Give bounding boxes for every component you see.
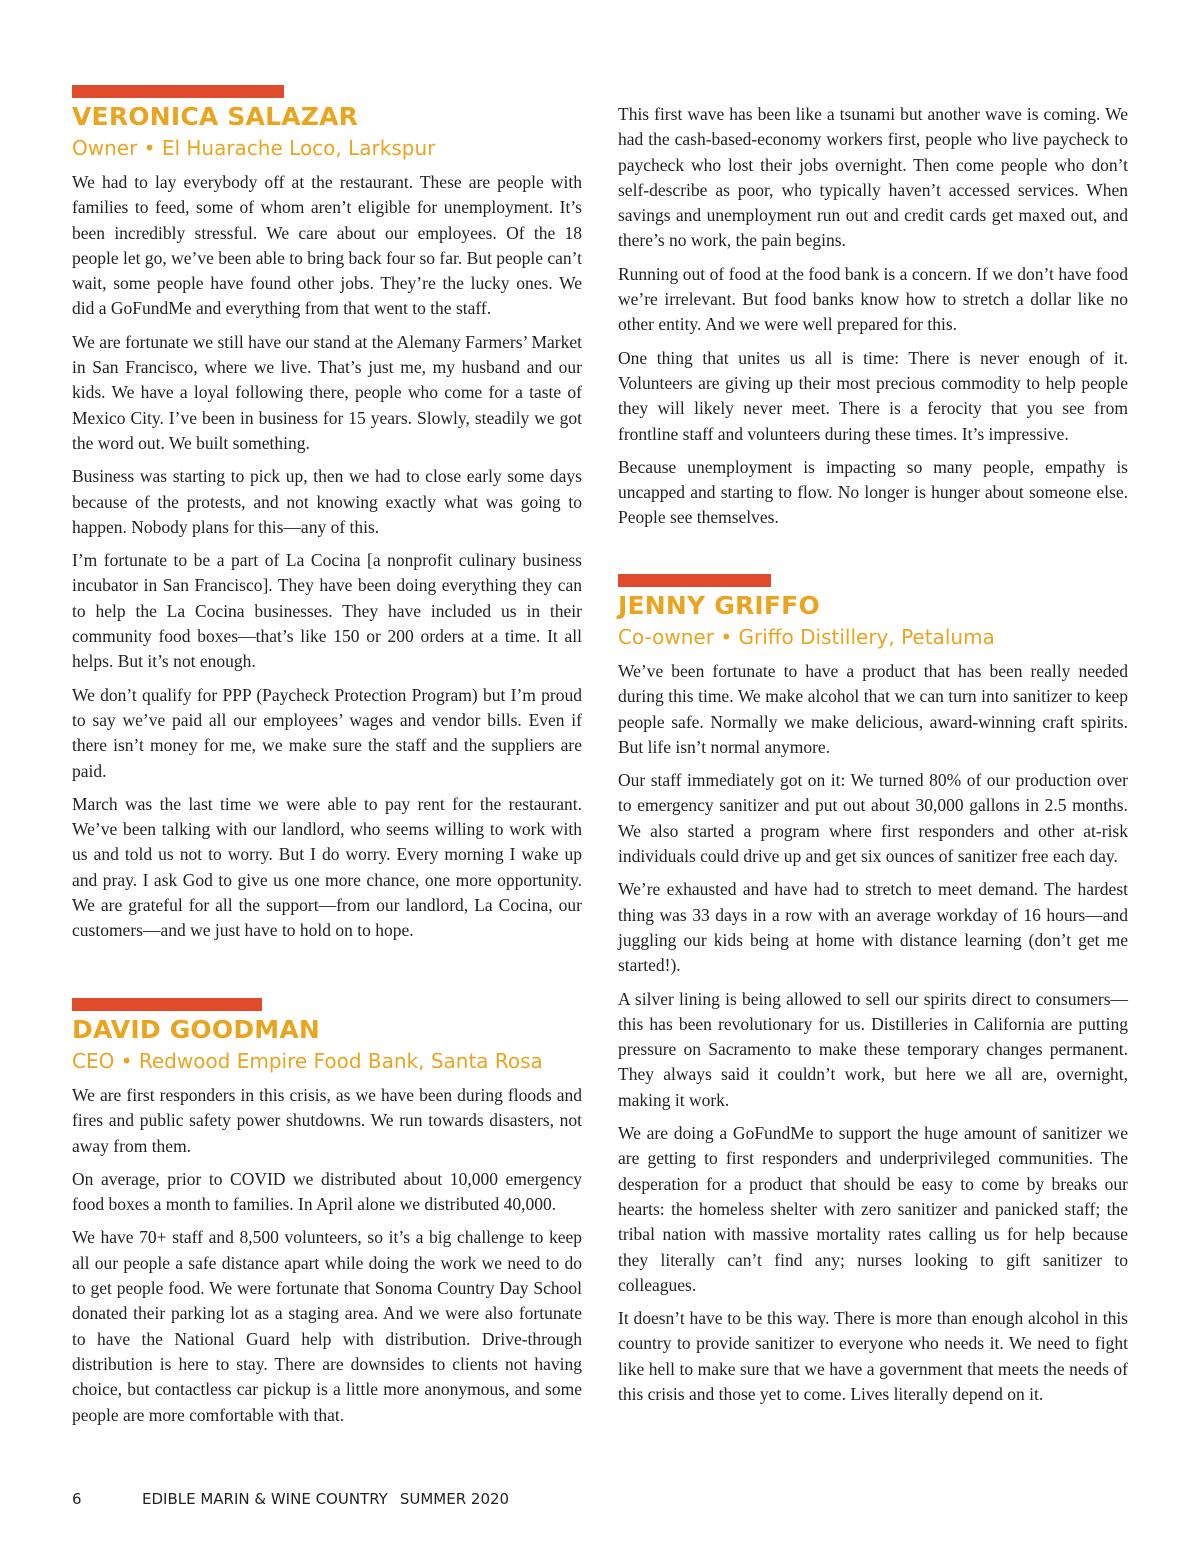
body-paragraph: We are fortunate we still have our stand at the Alemany Farmers’ Market in San Francisco, where we live. That’s just me, my husband and our kids. We have a loyal following there, people who come for a taste of Mexico City. I’ve been in business for 15 years. Slowly, steadily we got the word out. We built something. — [72, 331, 582, 453]
profile-role: Owner • El Huarache Loco, Larkspur — [72, 136, 436, 160]
body-paragraph: A silver lining is being allowed to sell our spirits direct to consumers—this has been revolutionary for us. Distilleries in California are putting pressure on Sacramento to make these temporary changes permanent. They always said it couldn’t work, but here we all are, overnight, making it work. — [618, 988, 1128, 1110]
body-paragraph: We are first responders in this crisis, as we have been during floods and fires and public safety power shutdowns. We run towards disasters, not away from them. — [72, 1085, 582, 1156]
page-footer — [72, 1490, 509, 1508]
body-paragraph: We have 70+ staff and 8,500 volunteers, so it’s a big challenge to keep all our people a safe distance apart while doing the work we need to do to get people food. We were fortunate that Sonoma Country Day School donated their parking lot as a staging area. And we were also fortunate to have the National Guard help with distribution. Drive-through distribution is here to stay. There are downsides to clients not having choice, but contactless car pickup is a little more anonymous, and some people are more comfortable with that. — [72, 1227, 582, 1425]
publication-name: EDIBLE MARIN & WINE COUNTRY — [142, 1490, 388, 1508]
issue-date: SUMMER 2020 — [399, 1490, 510, 1508]
body-paragraph: We had to lay everybody off at the restaurant. These are people with families to feed, some of whom aren’t eligible for unemployment. It’s been incredibly stressful. We care about our employees. Of the 18 people let go, we’ve been able to bring back four so far. But people can’t wait, some people have found other jobs. They’re the lucky ones. We did a GoFundMe and everything from that went to the staff. — [72, 172, 582, 319]
section-jenny-griffo — [618, 574, 1128, 1415]
accent-bar — [618, 574, 771, 587]
body-paragraph: Our staff immediately got on it: We turned 80% of our production over to emergency sanitizer and put out about 30,000 gallons in 2.5 months. We also started a program where first responders and other at-risk individuals could drive up and get six ounces of sanitizer free each day. — [618, 770, 1128, 867]
section-veronica-salazar — [72, 85, 582, 952]
accent-bar — [72, 85, 284, 98]
body-paragraph: We don’t qualify for PPP (Paycheck Protection Program) but I’m proud to say we’ve paid all our employees’ wages and vendor bills. Even if there isn’t money for me, we make sure the staff and the suppliers are paid. — [72, 684, 582, 781]
profile-name: JENNY GRIFFO — [618, 591, 820, 620]
profile-role: Co-owner • Griffo Distillery, Petaluma — [618, 625, 995, 649]
section-david-goodman-continued — [618, 102, 1128, 539]
body-paragraph: Business was starting to pick up, then we had to close early some days because of the protests, and not knowing exactly what was going to happen. Nobody plans for this—any of this. — [72, 466, 582, 537]
body-paragraph: Because unemployment is impacting so many people, empathy is uncapped and starting to flow. No longer is hunger about someone else. People see themselves. — [618, 456, 1128, 528]
section-david-goodman — [72, 998, 582, 1436]
body-paragraph: This first wave has been like a tsunami but another wave is coming. We had the cash-based-economy workers first, people who live paycheck to paycheck who lost their jobs overnight. Then come people who don’t self-describe as poor, who typically haven’t accessed services. When savings and unemployment run out and credit cards get maxed out, and there’s no work, the pain begins. — [618, 104, 1128, 251]
profile-role: CEO • Redwood Empire Food Bank, Santa Rosa — [72, 1049, 543, 1073]
page-number: 6 — [72, 1490, 82, 1508]
profile-name: VERONICA SALAZAR — [72, 102, 359, 131]
body-paragraph: It doesn’t have to be this way. There is more than enough alcohol in this country to provide sanitizer to everyone who needs it. We need to fight like hell to make sure that we have a government that meets the needs of this crisis and those yet to come. Lives literally depend on it. — [618, 1308, 1128, 1405]
accent-bar — [72, 998, 262, 1011]
body-paragraph: Running out of food at the food bank is a concern. If we don’t have food we’re irrelevant. But food banks know how to stretch a dollar like no other entity. And we were well prepared for this. — [618, 263, 1128, 335]
body-paragraph: We are doing a GoFundMe to support the huge amount of sanitizer we are getting to first responders and underprivileged communities. The desperation for a product that should be easy to come by breaks our hearts: the homeless shelter with zero sanitizer and panicked staff; the tribal nation with massive mortality rates calling us for help because they literally can’t find any; nurses looking to gift sanitizer to colleagues. — [618, 1123, 1128, 1295]
body-paragraph: I’m fortunate to be a part of La Cocina [a nonprofit culinary business incubator in San Francisco]. They have been doing everything they can to help the La Cocina businesses. They have included us in their community food boxes—that’s like 150 or 200 orders at a time. It all helps. But it’s not enough. — [72, 550, 582, 672]
body-paragraph: On average, prior to COVID we distributed about 10,000 emergency food boxes a month to families. In April alone we distributed 40,000. — [72, 1168, 582, 1215]
profile-name: DAVID GOODMAN — [72, 1015, 321, 1044]
body-paragraph: One thing that unites us all is time: There is never enough of it. Volunteers are giving up their most precious commodity to help people they will likely never meet. There is a ferocity that you see from frontline staff and volunteers during these times. It’s impressive. — [618, 347, 1128, 444]
body-paragraph: We’ve been fortunate to have a product that has been really needed during this time. We make alcohol that we can turn into sanitizer to keep people safe. Normally we make delicious, award-winning craft spirits. But life isn’t normal anymore. — [618, 661, 1128, 757]
body-paragraph: March was the last time we were able to pay rent for the restaurant. We’ve been talking with our landlord, who seems willing to work with us and told us not to worry. But I do worry. Every morning I wake up and pray. I ask God to give us one more chance, one more opportunity. We are grateful for all the support—from our landlord, La Cocina, our customers—and we just have to hold on to hope. — [72, 793, 582, 941]
body-paragraph: We’re exhausted and have had to stretch to meet demand. The hardest thing was 33 days in a row with an average workday of 16 hours—and juggling our kids being at home with distance learning (don’t get me started!). — [618, 879, 1128, 976]
